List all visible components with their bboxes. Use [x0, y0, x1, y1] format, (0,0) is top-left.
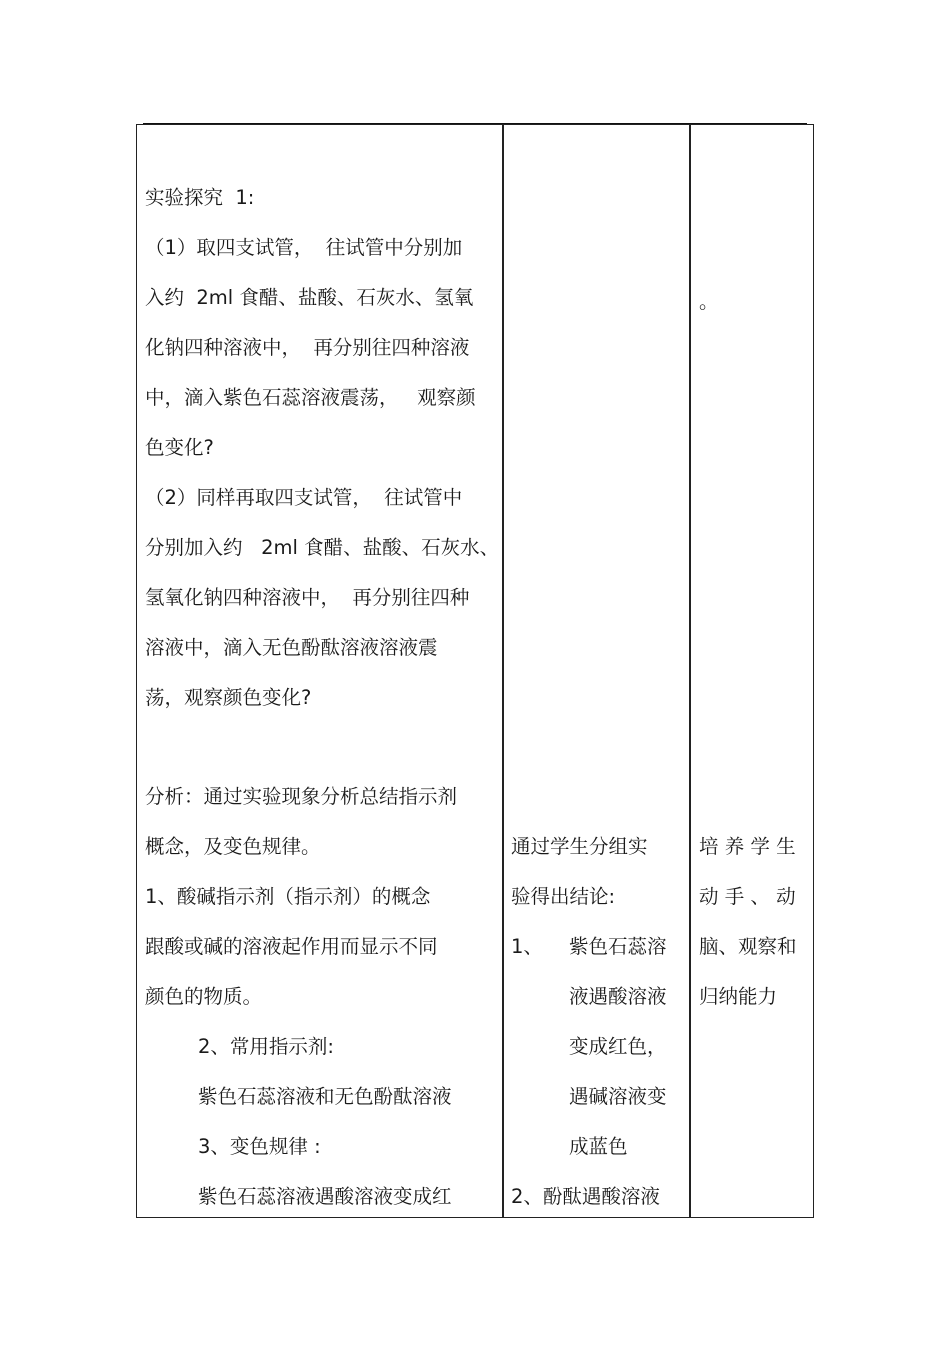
- activity-line: 1、: [511, 935, 543, 958]
- content-line: 概念，及变色规律。: [145, 835, 321, 858]
- content-line: 紫色石蕊溶液遇酸溶液变成红: [198, 1185, 452, 1208]
- content-line: 溶液中，滴入无色酚酞溶液溶液震: [145, 636, 438, 659]
- content-line: 色变化?: [145, 436, 214, 459]
- intent-line: 脑、观察和: [699, 935, 797, 958]
- column-divider-2: [689, 124, 691, 1218]
- content-line: 中，滴入紫色石蕊溶液震荡， 观察颜: [145, 386, 476, 409]
- content-line: （1）取四支试管， 往试管中分别加: [145, 236, 463, 259]
- content-line: 分别加入约 2ml 食醋、盐酸、石灰水、: [145, 536, 500, 559]
- activity-line: 通过学生分组实: [511, 835, 648, 858]
- content-line: 分析：通过实验现象分析总结指示剂: [145, 785, 458, 808]
- content-line: （2）同样再取四支试管， 往试管中: [145, 486, 463, 509]
- content-line: 氢氧化钠四种溶液中， 再分别往四种: [145, 586, 470, 609]
- content-line: 入约 2ml 食醋、盐酸、石灰水、氢氧: [145, 286, 474, 309]
- content-line: 颜色的物质。: [145, 985, 263, 1008]
- activity-line: 变成红色，: [569, 1035, 667, 1058]
- content-line: 2、常用指示剂:: [198, 1035, 334, 1058]
- content-line: 1、酸碱指示剂（指示剂）的概念: [145, 885, 431, 908]
- activity-line: 2、酚酞遇酸溶液: [511, 1185, 660, 1208]
- activity-line: 成蓝色: [569, 1135, 628, 1158]
- content-line: 实验探究 1:: [145, 186, 255, 209]
- activity-line: 紫色石蕊溶: [569, 935, 667, 958]
- intent-mark: 。: [699, 290, 719, 313]
- intent-line: 归纳能力: [699, 985, 778, 1008]
- intent-line: 动 手 、 动: [699, 885, 796, 908]
- content-line: 3、变色规律 :: [198, 1135, 321, 1158]
- activity-line: 验得出结论:: [511, 885, 616, 908]
- activity-line: 液遇酸溶液: [569, 985, 667, 1008]
- column-divider-1: [502, 124, 504, 1218]
- content-line: 荡，观察颜色变化?: [145, 686, 312, 709]
- content-line: 跟酸或碱的溶液起作用而显示不同: [145, 935, 438, 958]
- activity-line: 遇碱溶液变: [569, 1085, 667, 1108]
- intent-line: 培 养 学 生: [699, 835, 796, 858]
- content-line: 化钠四种溶液中， 再分别往四种溶液: [145, 336, 470, 359]
- content-line: 紫色石蕊溶液和无色酚酞溶液: [198, 1085, 452, 1108]
